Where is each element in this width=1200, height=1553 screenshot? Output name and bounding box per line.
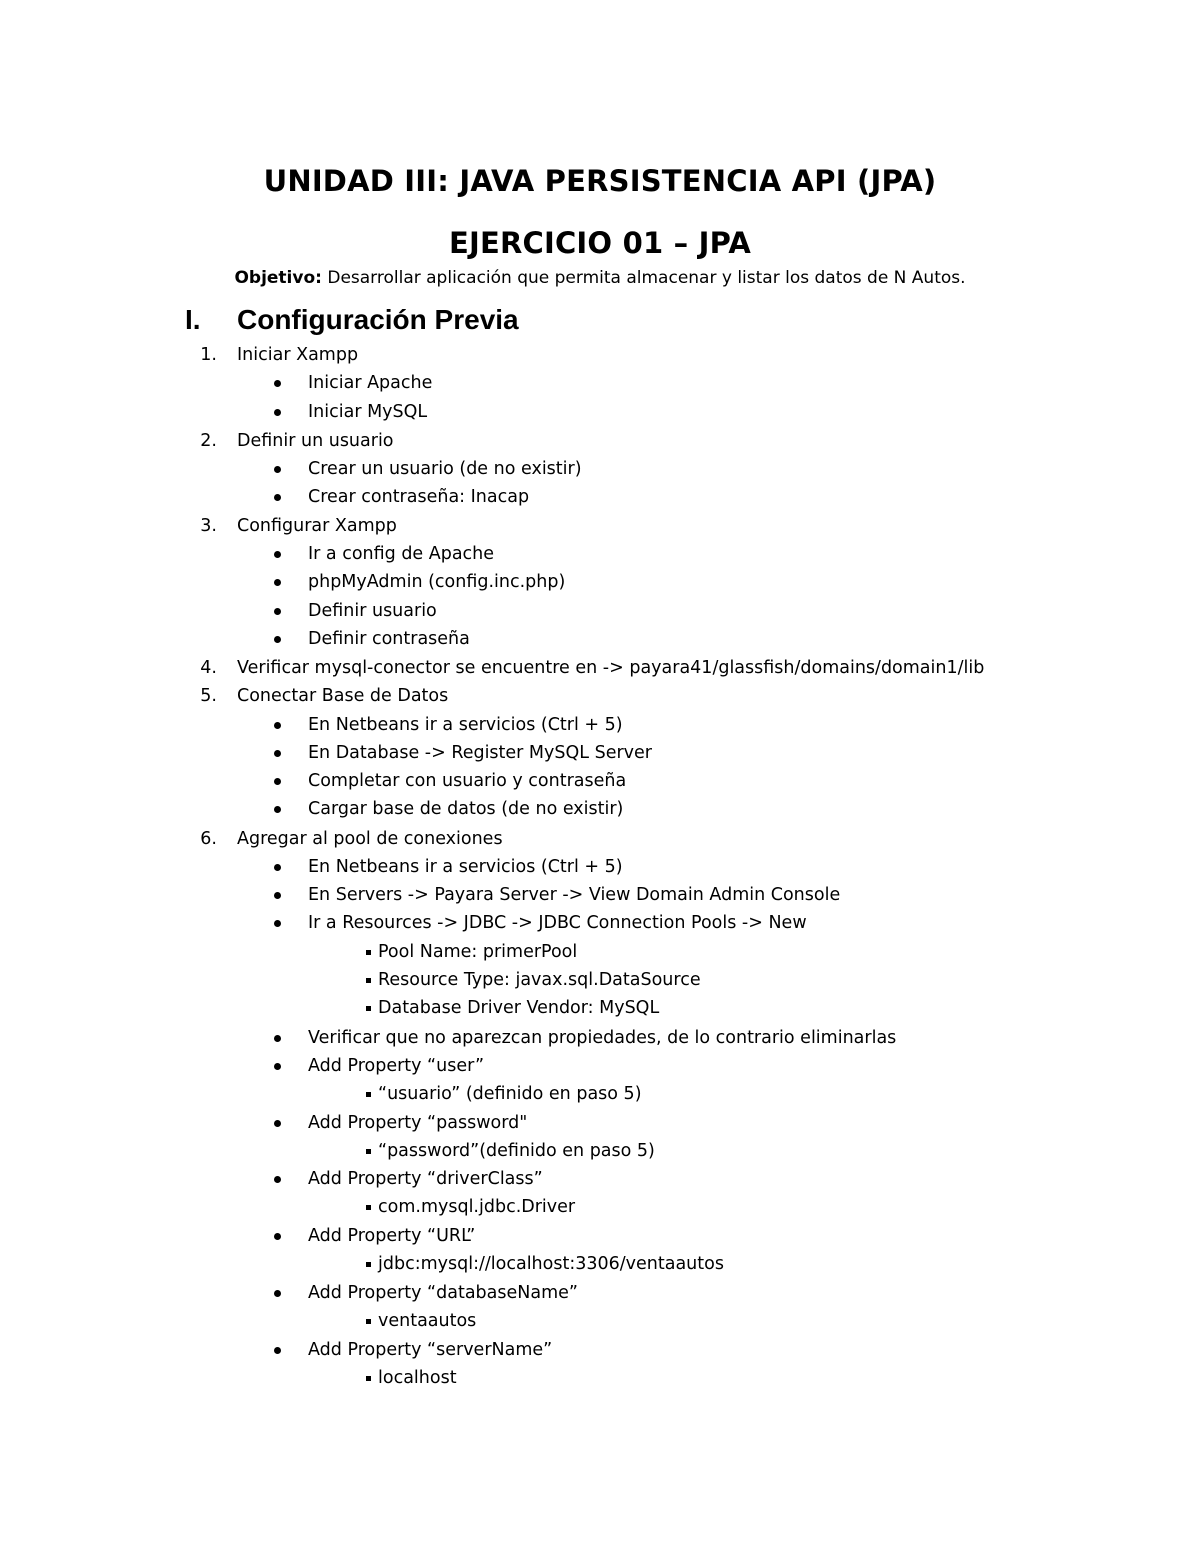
list-item: Definir contraseña [308, 629, 470, 649]
square-bullet-icon [366, 950, 371, 955]
square-bullet-icon [366, 1319, 371, 1324]
bullet-icon [274, 409, 281, 416]
step-number: 2. [200, 431, 217, 451]
bullet-icon [274, 466, 281, 473]
list-item: Add Property “user” [308, 1056, 485, 1076]
bullet-icon [274, 920, 281, 927]
bullet-icon [274, 722, 281, 729]
document-title: UNIDAD III: JAVA PERSISTENCIA API (JPA) [263, 164, 937, 198]
step-number: 5. [200, 686, 217, 706]
bullet-icon [274, 608, 281, 615]
section-heading [185, 304, 519, 336]
sub-list-item: com.mysql.jdbc.Driver [378, 1197, 576, 1217]
objective-line [0, 268, 1200, 288]
objective-text: Desarrollar aplicación que permita almacenar y listar los datos de N Autos. [321, 268, 966, 288]
sub-list-item: localhost [378, 1368, 457, 1388]
list-item: Cargar base de datos (de no existir) [308, 799, 624, 819]
square-bullet-icon [366, 1006, 371, 1011]
sub-list-item: Database Driver Vendor: MySQL [378, 998, 660, 1018]
bullet-icon [274, 1063, 281, 1070]
step-label: Agregar al pool de conexiones [237, 829, 503, 849]
bullet-icon [274, 892, 281, 899]
sub-list-item: ventaautos [378, 1311, 477, 1331]
list-item: Iniciar MySQL [308, 402, 428, 422]
step-label: Verificar mysql-conector se encuentre en -> payara41/glassfish/domains/domain1/lib [237, 658, 985, 678]
sub-list-item: Pool Name: primerPool [378, 942, 578, 962]
bullet-icon [274, 1347, 281, 1354]
list-item: En Netbeans ir a servicios (Ctrl + 5) [308, 715, 623, 735]
exercise-title: EJERCICIO 01 – JPA [448, 226, 752, 260]
step-number: 1. [200, 345, 217, 365]
square-bullet-icon [366, 1376, 371, 1381]
step-label: Configurar Xampp [237, 516, 397, 536]
list-item: Add Property “databaseName” [308, 1283, 578, 1303]
step-label: Conectar Base de Datos [237, 686, 449, 706]
square-bullet-icon [366, 1205, 371, 1210]
square-bullet-icon [366, 1149, 371, 1154]
bullet-icon [274, 864, 281, 871]
list-item: Ir a Resources -> JDBC -> JDBC Connection Pools -> New [308, 913, 807, 933]
square-bullet-icon [366, 1262, 371, 1267]
step-number: 3. [200, 516, 217, 536]
bullet-icon [274, 636, 281, 643]
list-item: Add Property “serverName” [308, 1340, 553, 1360]
bullet-icon [274, 1176, 281, 1183]
sub-list-item: “password”(definido en paso 5) [378, 1141, 655, 1161]
list-item: Add Property “URL” [308, 1226, 476, 1246]
square-bullet-icon [366, 978, 371, 983]
list-item: En Servers -> Payara Server -> View Domain Admin Console [308, 885, 841, 905]
list-item: Add Property “driverClass” [308, 1169, 543, 1189]
step-label: Iniciar Xampp [237, 345, 359, 365]
sub-list-item: “usuario” (definido en paso 5) [378, 1084, 642, 1104]
list-item: Ir a config de Apache [308, 544, 495, 564]
step-number: 4. [200, 658, 217, 678]
list-item: phpMyAdmin (config.inc.php) [308, 572, 566, 592]
step-label: Definir un usuario [237, 431, 394, 451]
bullet-icon [274, 1290, 281, 1297]
list-item: Crear un usuario (de no existir) [308, 459, 582, 479]
list-item: Add Property “password" [308, 1113, 528, 1133]
list-item: Verificar que no aparezcan propiedades, de lo contrario eliminarlas [308, 1028, 897, 1048]
list-item: Completar con usuario y contraseña [308, 771, 627, 791]
list-item: En Database -> Register MySQL Server [308, 743, 652, 763]
bullet-icon [274, 750, 281, 757]
bullet-icon [274, 494, 281, 501]
list-item: En Netbeans ir a servicios (Ctrl + 5) [308, 857, 623, 877]
list-item: Definir usuario [308, 601, 437, 621]
section-numeral: I. [185, 304, 201, 335]
bullet-icon [274, 1233, 281, 1240]
bullet-icon [274, 380, 281, 387]
bullet-icon [274, 551, 281, 558]
list-item: Crear contraseña: Inacap [308, 487, 530, 507]
section-title: Configuración Previa [237, 304, 519, 335]
sub-list-item: jdbc:mysql://localhost:3306/ventaautos [378, 1254, 724, 1274]
square-bullet-icon [366, 1092, 371, 1097]
objective-label: Objetivo: [234, 268, 322, 288]
bullet-icon [274, 1035, 281, 1042]
sub-list-item: Resource Type: javax.sql.DataSource [378, 970, 701, 990]
step-number: 6. [200, 829, 217, 849]
bullet-icon [274, 579, 281, 586]
list-item: Iniciar Apache [308, 373, 433, 393]
bullet-icon [274, 1120, 281, 1127]
bullet-icon [274, 778, 281, 785]
bullet-icon [274, 806, 281, 813]
